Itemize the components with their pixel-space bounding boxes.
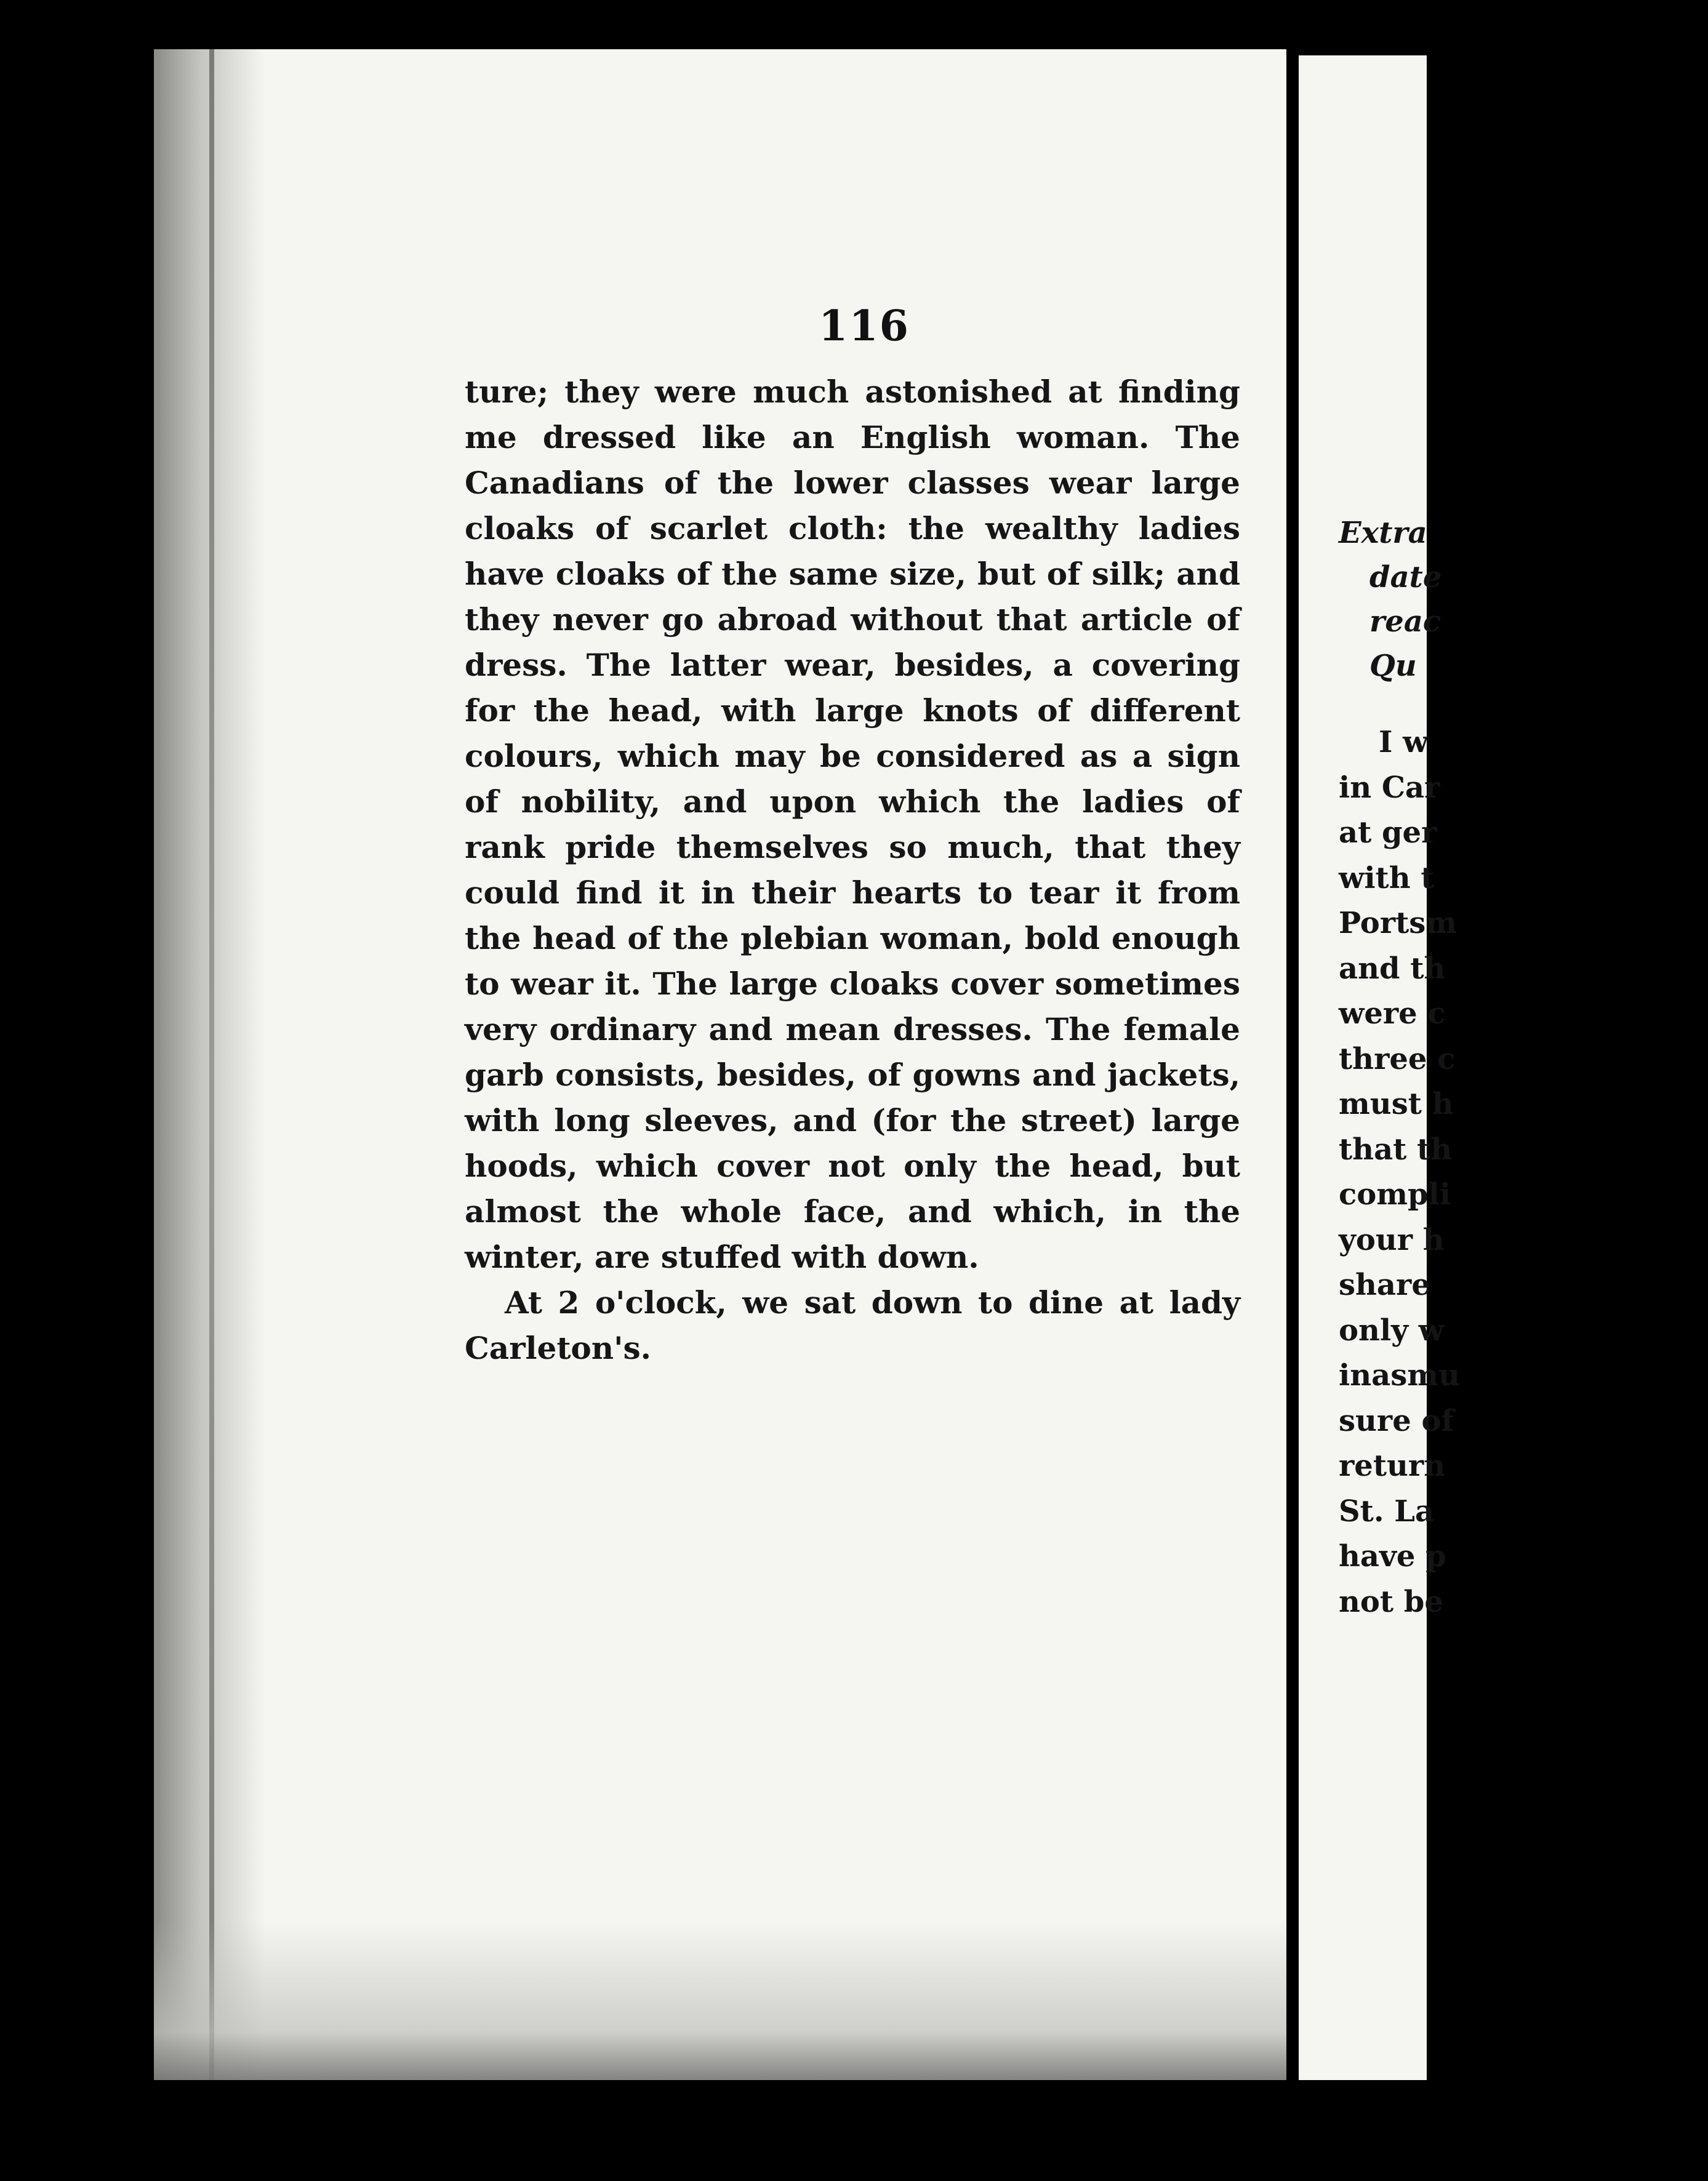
body-line: three c (1339, 1041, 1456, 1076)
page-number: 116 (819, 302, 910, 351)
paragraph-dress: ture; they were much astonished at finding me dressed like an English woman. The Canadians of the lower classes wear large cloaks of scarlet cloth: the wealthy ladies have cloaks of the same size, but of silk; and they never go abroad without that article of dress. The latter wear, besides, a covering for the head, with large knots of different colours, which may be considered as a sign of nobility, and upon which the ladies of rank pride themselves so much, that they could find it in their hearts to tear it from the head of the plebian woman, bold enough to wear it. The large cloaks cover sometimes very ordinary and mean dresses. The female garb consists, besides, of gowns and jackets, with long sleeves, and (for the street) large hoods, which cover not only the head, but almost the whole face, and which, in the winter, are stuffed with down. (465, 374, 1240, 1275)
right-page-body (1339, 720, 1460, 1625)
body-line: return (1339, 1449, 1446, 1483)
body-line: have p (1339, 1539, 1446, 1574)
page-fold-line (209, 49, 214, 2080)
body-line: in Car (1339, 770, 1440, 805)
body-line: and th (1339, 951, 1446, 986)
body-line: share (1339, 1268, 1430, 1302)
body-line: that th (1339, 1132, 1453, 1167)
page-bottom-shade (154, 1920, 1286, 2080)
right-page-heading (1339, 511, 1441, 688)
body-line: Portsm (1339, 906, 1457, 940)
body-line: I w (1379, 725, 1429, 759)
right-page (1299, 55, 1460, 2080)
heading-line: Qu (1369, 649, 1417, 683)
heading-line: date (1369, 560, 1442, 594)
body-line: with t (1339, 860, 1435, 895)
body-line: St. La (1339, 1494, 1435, 1529)
body-line: only w (1339, 1313, 1445, 1348)
body-line: inasmu (1339, 1358, 1460, 1393)
heading-line: reac (1369, 604, 1441, 639)
body-line: must h (1339, 1087, 1454, 1121)
paragraph-dinner: At 2 o'clock, we sat down to dine at lady Carleton's. (465, 1284, 1240, 1366)
body-line: sure of (1339, 1403, 1454, 1438)
body-line: not be (1339, 1584, 1443, 1619)
left-page-text (465, 369, 1240, 1371)
body-line: were c (1339, 996, 1446, 1031)
body-line: your h (1339, 1222, 1445, 1257)
heading-line: Extra (1339, 516, 1427, 550)
body-line: at ger (1339, 815, 1437, 850)
body-line: compli (1339, 1177, 1451, 1212)
